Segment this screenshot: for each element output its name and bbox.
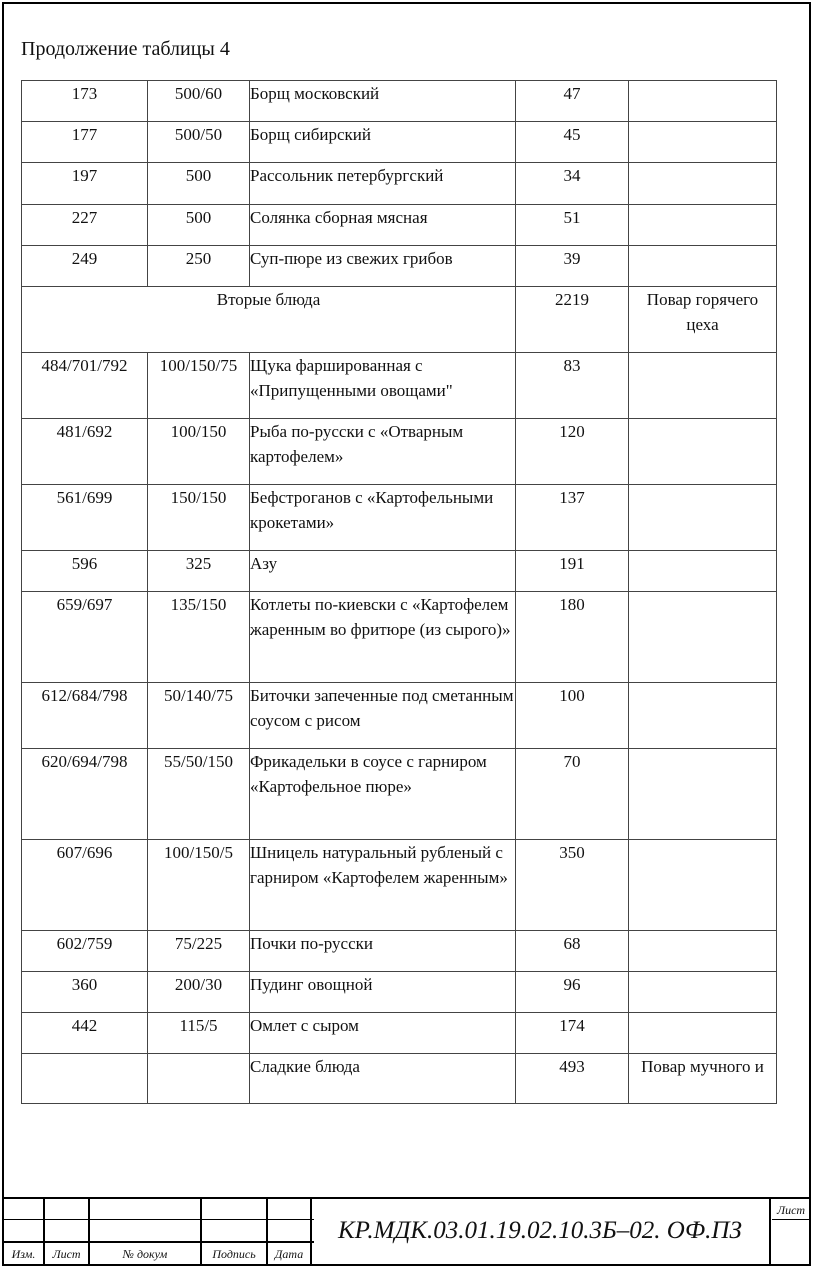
stamp-label-sheet: Лист: [776, 1203, 806, 1217]
dish-name-cell: Щука фаршированная с «Припущенными овощами": [250, 353, 516, 419]
table-row: [22, 246, 777, 287]
dish-name-cell: Биточки запеченные под сметанным соусом с рисом: [250, 683, 516, 749]
dish-name-cell: Сладкие блюда: [250, 1054, 516, 1104]
table-row: [22, 972, 777, 1013]
yield-cell: 100/150/75: [148, 353, 250, 419]
document-code: КР.МДК.03.01.19.02.10.3Б–02. ОФ.ПЗ: [338, 1217, 742, 1244]
staff-cell: [629, 972, 777, 1013]
staff-cell: [629, 592, 777, 683]
recipe-code-cell: 602/759: [22, 931, 148, 972]
recipe-code-cell: 612/684/798: [22, 683, 148, 749]
staff-cell: [629, 353, 777, 419]
recipe-code-cell: 484/701/792: [22, 353, 148, 419]
table-row: [22, 931, 777, 972]
yield-cell: 500: [148, 205, 250, 246]
dish-name-cell: Солянка сборная мясная: [250, 205, 516, 246]
yield-cell: 50/140/75: [148, 683, 250, 749]
dish-name-cell: Суп-пюре из свежих грибов: [250, 246, 516, 287]
quantity-cell: 493: [516, 1054, 629, 1104]
staff-cell: Повар мучного и: [629, 1054, 777, 1104]
section-row: [22, 287, 777, 353]
quantity-cell: 174: [516, 1013, 629, 1054]
quantity-cell: 137: [516, 485, 629, 551]
stamp-label-izm: Изм.: [11, 1247, 36, 1261]
recipe-code-cell: 481/692: [22, 419, 148, 485]
dish-name-cell: Котлеты по-киевски с «Картофелем жаренным во фритюре (из сырого)»: [250, 592, 516, 683]
dish-name-cell: Азу: [250, 551, 516, 592]
recipe-code-cell: 620/694/798: [22, 749, 148, 840]
recipe-code-cell: 607/696: [22, 840, 148, 931]
quantity-cell: 2219: [516, 287, 629, 353]
table-row: [22, 749, 777, 840]
yield-cell: 100/150: [148, 419, 250, 485]
table-row: [22, 163, 777, 205]
quantity-cell: 68: [516, 931, 629, 972]
stamp-label-list: Лист: [52, 1247, 81, 1261]
quantity-cell: 70: [516, 749, 629, 840]
table-row: [22, 1054, 777, 1104]
staff-cell: [629, 485, 777, 551]
yield-cell: [148, 1054, 250, 1104]
recipe-code-cell: 177: [22, 122, 148, 163]
table-row: [22, 419, 777, 485]
table-row: [22, 1013, 777, 1054]
table-caption: Продолжение таблицы 4: [21, 38, 230, 60]
yield-cell: 500/60: [148, 81, 250, 122]
table-row: [22, 683, 777, 749]
staff-cell: [629, 840, 777, 931]
stamp-label-date: Дата: [274, 1247, 304, 1261]
menu-table: [21, 80, 777, 1104]
recipe-code-cell: 360: [22, 972, 148, 1013]
yield-cell: 135/150: [148, 592, 250, 683]
quantity-cell: 47: [516, 81, 629, 122]
dish-name-cell: Шницель натуральный рубленый с гарниром «Картофелем жаренным»: [250, 840, 516, 931]
section-title-cell: Вторые блюда: [22, 287, 516, 353]
quantity-cell: 191: [516, 551, 629, 592]
staff-cell: [629, 1013, 777, 1054]
quantity-cell: 100: [516, 683, 629, 749]
staff-cell: [629, 163, 777, 205]
yield-cell: 200/30: [148, 972, 250, 1013]
table-row: [22, 353, 777, 419]
staff-cell: [629, 551, 777, 592]
table-row: [22, 551, 777, 592]
table-row: [22, 840, 777, 931]
quantity-cell: 51: [516, 205, 629, 246]
recipe-code-cell: 659/697: [22, 592, 148, 683]
staff-cell: [629, 931, 777, 972]
dish-name-cell: Почки по-русски: [250, 931, 516, 972]
yield-cell: 250: [148, 246, 250, 287]
quantity-cell: 39: [516, 246, 629, 287]
quantity-cell: 45: [516, 122, 629, 163]
staff-cell: [629, 205, 777, 246]
recipe-code-cell: 442: [22, 1013, 148, 1054]
recipe-code-cell: 197: [22, 163, 148, 205]
yield-cell: 55/50/150: [148, 749, 250, 840]
yield-cell: 100/150/5: [148, 840, 250, 931]
quantity-cell: 120: [516, 419, 629, 485]
recipe-code-cell: 249: [22, 246, 148, 287]
table-row: [22, 81, 777, 122]
stamp-label-doc: № докум: [122, 1247, 168, 1261]
table-row: [22, 485, 777, 551]
table-row: [22, 122, 777, 163]
dish-name-cell: Пудинг овощной: [250, 972, 516, 1013]
title-block: [4, 1197, 811, 1266]
quantity-cell: 96: [516, 972, 629, 1013]
staff-cell: [629, 749, 777, 840]
recipe-code-cell: 596: [22, 551, 148, 592]
recipe-code-cell: 227: [22, 205, 148, 246]
dish-name-cell: Рассольник петербургский: [250, 163, 516, 205]
recipe-code-cell: 173: [22, 81, 148, 122]
yield-cell: 75/225: [148, 931, 250, 972]
staff-cell: [629, 122, 777, 163]
recipe-code-cell: 561/699: [22, 485, 148, 551]
stamp-label-sign: Подпись: [212, 1247, 256, 1261]
recipe-code-cell: [22, 1054, 148, 1104]
table-row: [22, 205, 777, 246]
staff-cell: Повар горячего цеха: [629, 287, 777, 353]
dish-name-cell: Рыба по-русски с «Отварным картофелем»: [250, 419, 516, 485]
dish-name-cell: Омлет с сыром: [250, 1013, 516, 1054]
dish-name-cell: Бефстроганов с «Картофельными крокетами»: [250, 485, 516, 551]
yield-cell: 500/50: [148, 122, 250, 163]
quantity-cell: 350: [516, 840, 629, 931]
dish-name-cell: Борщ московский: [250, 81, 516, 122]
dish-name-cell: Борщ сибирский: [250, 122, 516, 163]
quantity-cell: 34: [516, 163, 629, 205]
staff-cell: [629, 246, 777, 287]
yield-cell: 325: [148, 551, 250, 592]
yield-cell: 500: [148, 163, 250, 205]
staff-cell: [629, 81, 777, 122]
table-row: [22, 592, 777, 683]
quantity-cell: 180: [516, 592, 629, 683]
quantity-cell: 83: [516, 353, 629, 419]
staff-cell: [629, 683, 777, 749]
yield-cell: 150/150: [148, 485, 250, 551]
dish-name-cell: Фрикадельки в соусе с гарниром «Картофельное пюре»: [250, 749, 516, 840]
staff-cell: [629, 419, 777, 485]
yield-cell: 115/5: [148, 1013, 250, 1054]
